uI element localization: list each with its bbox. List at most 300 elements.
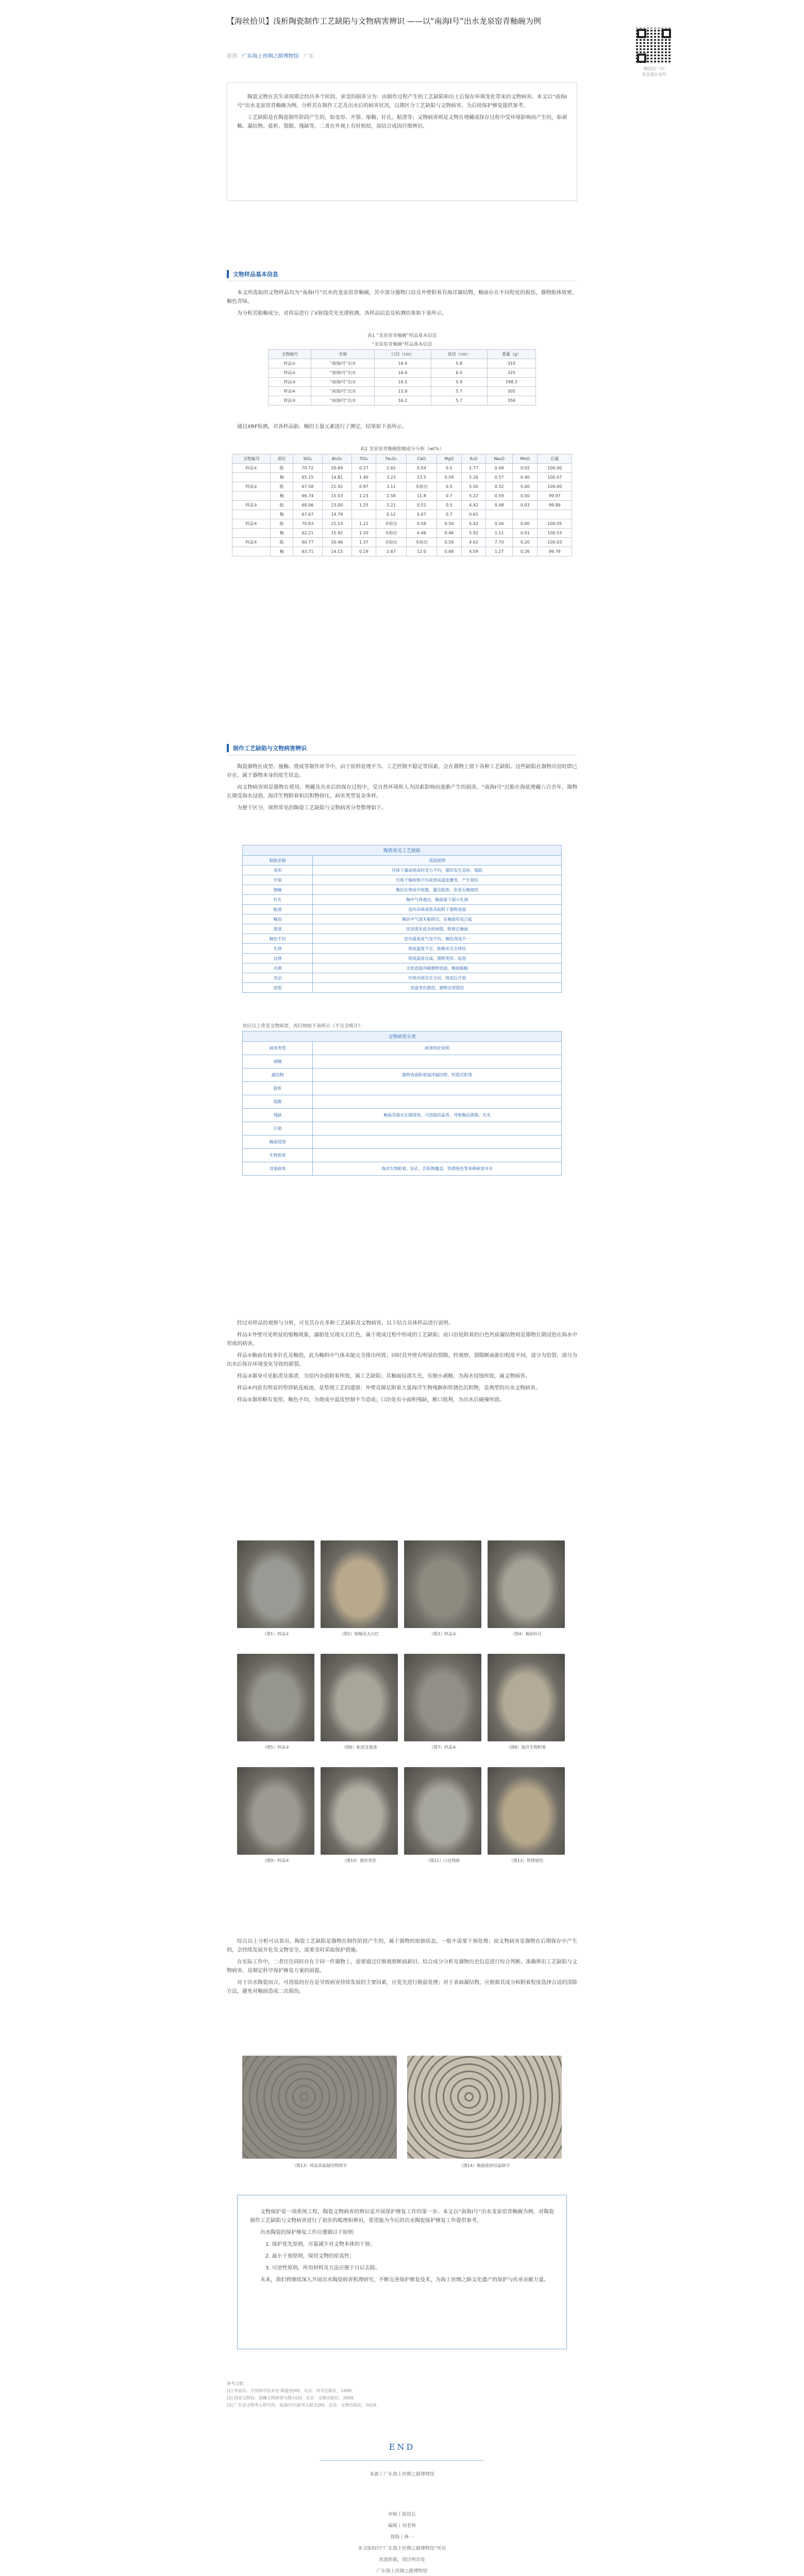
table2-cell: 4.59 bbox=[461, 547, 485, 556]
table-row bbox=[232, 501, 572, 510]
table2-cell: 0.48 bbox=[486, 464, 513, 473]
table-row bbox=[243, 1122, 562, 1136]
photo-caption: （图8）海洋生物附着 bbox=[506, 1745, 546, 1750]
artifact-photo bbox=[404, 1654, 481, 1741]
end-logo: END bbox=[389, 2442, 415, 2452]
table2-cell: 3.23 bbox=[376, 473, 406, 482]
table2-cell: 100.00 bbox=[538, 464, 572, 473]
table2-cell: 0.02 bbox=[513, 464, 538, 473]
table1-cell: “南海Ⅰ号”出水 bbox=[311, 396, 375, 405]
table4-cell: 残缺 bbox=[243, 1109, 313, 1122]
table2-cell: 3.21 bbox=[376, 501, 406, 510]
table2-cell: 样品① bbox=[232, 464, 271, 473]
table2-cell: 样品② bbox=[232, 482, 271, 492]
table1-cell: 样品② bbox=[269, 368, 311, 378]
table4-cell bbox=[313, 1055, 562, 1069]
table4-cell: 器物表面附着海洋凝结物、钙质沉积等 bbox=[313, 1069, 562, 1082]
section-heading bbox=[227, 742, 577, 755]
table2-cell: 2.58 bbox=[376, 492, 406, 501]
photo-caption: （图11）口沿残缺 bbox=[425, 1858, 460, 1863]
table2-cell: 0.54 bbox=[406, 464, 437, 473]
table2-cell: 15.53 bbox=[322, 492, 351, 501]
table-row bbox=[243, 1082, 562, 1095]
table4-cell: 污染 bbox=[243, 1122, 313, 1136]
table-row bbox=[243, 875, 562, 885]
section3-paragraph: 样品②釉面有较多针孔及釉泡，此为釉料中气体未能完全排出所致；同时其外壁有明显的裂隙，经观察，裂隙断面新旧程度不同，部分为窑裂，部分为出水后保存环境变化导致的新裂。 bbox=[227, 1353, 577, 1367]
table1-cell: 16.5 bbox=[375, 378, 431, 387]
table2-cell: 未检出 bbox=[406, 538, 437, 547]
table3-cell: 生烧 bbox=[243, 944, 313, 954]
table-row bbox=[243, 983, 562, 993]
table2-cell: 未检出 bbox=[406, 482, 437, 492]
table3-cell: 釉中气体逸出，釉面留下细小孔洞 bbox=[313, 895, 562, 905]
table4-cell: 凝结物 bbox=[243, 1069, 313, 1082]
table-row bbox=[243, 1162, 562, 1176]
table2-cell: 1.23 bbox=[351, 492, 376, 501]
table3-cell: 坯体干燥收缩不均或烧成温度骤变，产生裂纹 bbox=[313, 875, 562, 885]
table2-cell: 67.58 bbox=[293, 482, 322, 492]
table2-cell: 68.06 bbox=[293, 501, 322, 510]
table-row bbox=[243, 963, 562, 973]
section3-paragraph: 样品④内底有明显的垫饼粘连痕迹，是垫烧工艺的遗留；外壁及圈足附着大量海洋生物残骸和铁锈色沉积物，是典型的出水文物病害。 bbox=[237, 1385, 541, 1391]
table2-cell: 0.57 bbox=[486, 473, 513, 482]
table1-wrap bbox=[268, 330, 536, 405]
table2-cell: 4.62 bbox=[461, 538, 485, 547]
table1-header-cell: 口径（cm） bbox=[375, 350, 431, 359]
table2-cell: 5.92 bbox=[461, 529, 485, 538]
table2-cell: 66.74 bbox=[293, 492, 322, 501]
summary-paragraph: 1. 保护优先原则，尽量减少对文物本体的干预； bbox=[265, 2242, 375, 2247]
credit-line: 广东海上丝绸之路博物馆 bbox=[376, 2569, 428, 2574]
table-row bbox=[243, 905, 562, 914]
table1-caption: 表1 “龙泉窑青釉碗”样品基本信息 bbox=[367, 333, 437, 338]
table4-cell bbox=[313, 1149, 562, 1162]
table2-cell: 21.53 bbox=[322, 519, 351, 529]
table2-cell: 釉 bbox=[271, 492, 293, 501]
table-row bbox=[232, 529, 572, 538]
table2-header-cell: MgO bbox=[437, 454, 461, 464]
table2-cell: 1.37 bbox=[351, 538, 376, 547]
photo-caption: （图3）样品② bbox=[429, 1632, 457, 1636]
section3-body bbox=[227, 1319, 577, 1408]
table2-cell: 100.53 bbox=[538, 529, 572, 538]
table-row bbox=[232, 547, 572, 556]
table4-cell bbox=[313, 1095, 562, 1109]
table2-cell: 胎 bbox=[271, 538, 293, 547]
article-meta bbox=[227, 52, 314, 59]
photo-caption: （图14）釉面盐析结晶细节 bbox=[459, 2163, 510, 2168]
table2-header-cell: Na₂O bbox=[486, 454, 513, 464]
table2-cell: 1.20 bbox=[351, 529, 376, 538]
table2-cell: 14.79 bbox=[322, 510, 351, 519]
intro-paragraph: 工艺缺陷是在陶瓷制作阶段产生的，如变形、开裂、缩釉、针孔、粘渣等；文物病害则是文物在埋藏或保存过程中受环境影响而产生的，如剥釉、凝结物、盐析、裂隙、残缺等。二者在外观上有时相似，需结合成因仔细辨识。 bbox=[237, 115, 567, 129]
table-row bbox=[269, 359, 536, 368]
table1-cell: 298.3 bbox=[487, 378, 535, 387]
table1 bbox=[268, 349, 536, 405]
table2-cell: 0.19 bbox=[351, 547, 376, 556]
table2-cell: 0.51 bbox=[406, 501, 437, 510]
table4-cell: 生物损害 bbox=[243, 1149, 313, 1162]
section1-paragraph: 本文所选取的文物样品均为“南海Ⅰ号”出水的龙泉窑青釉碗，其中部分器物口沿及外壁附着有海洋凝结物，釉面存在不同程度的损伤，器物胎体致密，釉色青绿。 bbox=[227, 290, 577, 304]
artifact-photo bbox=[321, 1654, 398, 1741]
table2-cell: 21.92 bbox=[322, 482, 351, 492]
table3-cell: 窑温变化剧烈，器物出现裂纹 bbox=[313, 983, 562, 993]
table3-cell: 夹层 bbox=[243, 973, 313, 983]
table4-cell: 裂隙 bbox=[243, 1095, 313, 1109]
artifact-photo bbox=[404, 1540, 481, 1628]
table4-cell: 病害类型 bbox=[243, 1042, 313, 1055]
table1-cell: 5.9 bbox=[431, 378, 487, 387]
article-title: 【海丝拾贝】浅析陶瓷制作工艺缺陷与文物病害辨识 ——以“南海Ⅰ号”出水龙泉窑青釉碗为例 bbox=[227, 16, 541, 26]
artifact-photo bbox=[488, 1654, 565, 1741]
table2-cell: 13.5 bbox=[406, 473, 437, 482]
table-row bbox=[269, 368, 536, 378]
artifact-photo bbox=[404, 1767, 481, 1855]
table2-cell: 4.42 bbox=[461, 501, 485, 510]
table3-cell: 成因说明 bbox=[313, 856, 562, 866]
table2-cell: 胎 bbox=[271, 464, 293, 473]
table2-cell: 0.20 bbox=[513, 538, 538, 547]
table2-caption: 表2 龙泉窑青釉碗胎釉成分分析（wt%） bbox=[360, 447, 444, 452]
section1-paragraph: 为分析其胎釉成分，对样品进行了X射线荧光光谱检测，各样品信息及检测结果如下表所示。 bbox=[237, 311, 447, 316]
artifact-photo bbox=[488, 1540, 565, 1628]
section3-paragraph: 样品①外壁可见明显的缩釉现象，露胎处呈现火石红色，属于烧成过程中形成的工艺缺陷；而口沿处附着的白色钙质凝结物则是器物长期浸泡在海水中形成的病害。 bbox=[227, 1332, 577, 1347]
section-bar bbox=[227, 744, 229, 752]
table1-cell: 样品④ bbox=[269, 387, 311, 396]
photo-caption: （图2）缩釉及火石红 bbox=[339, 1632, 379, 1636]
table-row bbox=[243, 934, 562, 944]
table2-cell: 0.59 bbox=[437, 473, 461, 482]
photo-caption: （图9）样品⑤ bbox=[262, 1858, 290, 1863]
table2-header-cell: Al₂O₃ bbox=[322, 454, 351, 464]
summary-paragraph: 出水陶瓷的保护修复工作应遵循以下原则： bbox=[260, 2230, 358, 2235]
table3-cell: 窑内温度或气氛不均，釉色深浅不一 bbox=[313, 934, 562, 944]
artifact-photo bbox=[321, 1767, 398, 1855]
table2-cell: 釉 bbox=[271, 473, 293, 482]
table2-cell: 0.01 bbox=[513, 529, 538, 538]
table3 bbox=[242, 845, 562, 993]
section3-paragraph: 样品⑤器形略有变形，釉色不均，为烧成中温度控制不当造成；口沿处有小面积残缺，断口锐利，为出水后碰撞所致。 bbox=[237, 1397, 505, 1403]
table3-cell: 釉层中气泡未能排出，在釉面形成凸起 bbox=[313, 914, 562, 924]
table3-cell: 烧成温度不足，胎釉未完全烧结 bbox=[313, 944, 562, 954]
table-row bbox=[243, 954, 562, 963]
table4-header: 文物病害分类 bbox=[243, 1031, 562, 1042]
meta-extra: 广东 bbox=[304, 54, 314, 59]
table2-cell: 1.25 bbox=[351, 501, 376, 510]
table2-cell bbox=[538, 510, 572, 519]
qr-code-top[interactable] bbox=[635, 28, 673, 77]
table2-cell: 0.50 bbox=[513, 492, 538, 501]
intro bbox=[227, 93, 577, 134]
table-row bbox=[232, 519, 572, 529]
section2-body bbox=[227, 762, 577, 816]
qr-code-icon bbox=[636, 28, 672, 64]
table-row bbox=[269, 387, 536, 396]
table-row bbox=[243, 944, 562, 954]
section2-paragraph: 为便于区分，现将常见的陶瓷工艺缺陷与文物病害分类整理如下。 bbox=[237, 805, 387, 811]
references bbox=[227, 2380, 577, 2409]
table2-cell: 63.71 bbox=[293, 547, 322, 556]
table2-cell: 胎 bbox=[271, 501, 293, 510]
footer-credits bbox=[227, 2509, 577, 2576]
credit-line: 排版丨林一 bbox=[390, 2535, 414, 2540]
table1-cell: 5.7 bbox=[431, 396, 487, 405]
table2-cell: 0.52 bbox=[486, 482, 513, 492]
photo-caption: （图1）样品① bbox=[262, 1632, 290, 1636]
meta-source: 原创 bbox=[227, 54, 237, 59]
table2-cell bbox=[232, 529, 271, 538]
table2-cell: 0.5 bbox=[437, 482, 461, 492]
table2-cell: 1.21 bbox=[351, 519, 376, 529]
artifact-photo bbox=[488, 1767, 565, 1855]
table2-cell: 5.50 bbox=[461, 482, 485, 492]
artifact-photo bbox=[237, 1540, 314, 1628]
table4-wrap bbox=[242, 1020, 562, 1176]
table2-header-cell: 部位 bbox=[271, 454, 293, 464]
table2-cell: 0.7 bbox=[437, 492, 461, 501]
table2-cell: 未检出 bbox=[376, 519, 406, 529]
table2-cell: 12.0 bbox=[406, 547, 437, 556]
table2-cell: 14.81 bbox=[322, 473, 351, 482]
table1-cell: 5.8 bbox=[431, 359, 487, 368]
table3-cell: 落渣 bbox=[243, 924, 313, 934]
table3-cell: 坯体内部存在分层，烧成后开裂 bbox=[313, 973, 562, 983]
table-row bbox=[243, 1095, 562, 1109]
section2-paragraph: 而文物病害则是器物在使用、埋藏及出水后的保存过程中，受自然环境和人为因素影响而逐渐产生的损害。“南海Ⅰ号”沉船在海底埋藏八百余年，器物长期受海水浸泡、海洋生物附着和沉积物挤压，病害类型复杂多样。 bbox=[227, 785, 577, 799]
table2-cell bbox=[232, 492, 271, 501]
table2-header-cell: K₂O bbox=[461, 454, 485, 464]
credit-line: 本文版权归“广东海上丝绸之路博物馆”所有 bbox=[358, 2546, 446, 2551]
summary-paragraph: 文物保护是一项系统工程，陶瓷文物病害的辨识是开展保护修复工作的第一步。本文以“南海Ⅰ号”出水龙泉窑青釉碗为例，对陶瓷制作工艺缺陷与文物病害进行了初步的梳理和辨识，希望能为今后的出水陶瓷保护修复工作提供参考。 bbox=[250, 2209, 554, 2224]
table2-cell: 23.00 bbox=[322, 501, 351, 510]
summary-paragraph: 未来，我们将继续深入开展出水陶瓷病害机理研究，不断完善保护修复技术，为海上丝绸之路文化遗产的保护与传承贡献力量。 bbox=[260, 2277, 549, 2283]
table2-cell: 100.05 bbox=[538, 519, 572, 529]
photo-caption: （图4）釉面针孔 bbox=[510, 1632, 542, 1636]
table2-cell: 15.92 bbox=[322, 529, 351, 538]
table2-cell: 0.59 bbox=[437, 538, 461, 547]
footer-slogan: 来源丨广东海上丝绸之路博物馆 bbox=[369, 2472, 434, 2477]
table2-cell: 釉 bbox=[271, 529, 293, 538]
photo-caption: （图6）粘渣及落渣 bbox=[341, 1745, 377, 1750]
detail-photo bbox=[242, 2056, 397, 2159]
table3-cell: 针孔 bbox=[243, 895, 313, 905]
reference-item: [2] 国家文物局．馆藏文物病害与图示[S]．北京：文物出版社，2008． bbox=[227, 2396, 358, 2400]
photo-caption: （图10）器形变形 bbox=[342, 1858, 377, 1863]
summary-paragraph: 3. 可逆性原则，所用材料及方法应便于日后去除。 bbox=[265, 2265, 380, 2271]
table1-cell: 305 bbox=[487, 387, 535, 396]
table2-cell: 20.69 bbox=[322, 464, 351, 473]
table2-cell: 0.00 bbox=[513, 482, 538, 492]
table1-cell: 6.0 bbox=[431, 368, 487, 378]
section3-paragraph: 样品③器身可见粘渣及落渣，为窑内杂质附着所致，属工艺缺陷；其釉面局部失光，有细小剥釉，为海水侵蚀所致，属文物病害。 bbox=[237, 1374, 530, 1379]
credit-line: 欢迎转载，请注明出处 bbox=[378, 2557, 425, 2563]
table1-header-cell: 重量（g） bbox=[487, 350, 535, 359]
section4-paragraph: 在实际工作中，二者往往同时存在于同一件器物上，需要通过仔细观察断面新旧、结合成分分析及器物历史信息进行综合判断。准确辨识工艺缺陷与文物病害，是制定科学保护修复方案的前提。 bbox=[227, 1959, 577, 1974]
table2-cell: 100.00 bbox=[538, 482, 572, 492]
reference-item: [3] 广东省文物考古研究所．南海Ⅰ号沉船考古报告[M]．北京：文物出版社，2018． bbox=[227, 2403, 380, 2408]
table2-cell: 0.48 bbox=[486, 501, 513, 510]
artifact-photo bbox=[321, 1540, 398, 1628]
credit-line: 审核丨陈馆长 bbox=[388, 2512, 416, 2517]
table2-cell: 99.78 bbox=[538, 547, 572, 556]
table2-header-cell: Fe₂O₃ bbox=[376, 454, 406, 464]
section3-paragraph: 经过对样品的观察与分析，可见其存在多种工艺缺陷及文物病害。以下结合具体样品进行说明。 bbox=[237, 1320, 454, 1326]
table1-cell: 310 bbox=[487, 359, 535, 368]
table2-cell: 1.27 bbox=[486, 547, 513, 556]
table1-cell: 样品① bbox=[269, 359, 311, 368]
table2-cell: 0.46 bbox=[406, 529, 437, 538]
table2 bbox=[232, 454, 572, 556]
table4 bbox=[242, 1031, 562, 1176]
photo-caption: （图12）铁锈染色 bbox=[509, 1858, 544, 1863]
table2-cell: 70.72 bbox=[293, 464, 322, 473]
table4-cell: 海洋生物附着、钻孔、沉积物覆盖、铁锈染色等多种病害并存 bbox=[313, 1162, 562, 1176]
table1-cell: 5.7 bbox=[431, 387, 487, 396]
table-row bbox=[232, 473, 572, 482]
table3-cell: 坯体干燥或烧成时受力不均，器形发生歪斜、塌陷 bbox=[313, 866, 562, 875]
table3-cell: 火刺 bbox=[243, 963, 313, 973]
table2-cell: 67.67 bbox=[293, 510, 322, 519]
table2-header-cell: MnO bbox=[513, 454, 538, 464]
table2-cell: 0.61 bbox=[461, 510, 485, 519]
intro-paragraph: 陶瓷文物在其生命周期会经历多个阶段，承受的损害分为：由制作过程产生的工艺缺陷和出土后保存环境变化带来的文物病害。本文以“南海Ⅰ号”出水龙泉窑青釉碗为例，分析其在制作工艺及出水后的病害状况，以期区分工艺缺陷与文物病害，为后续保护修复提供参考。 bbox=[237, 94, 567, 109]
table1-cell: 样品③ bbox=[269, 378, 311, 387]
table1-header-cell: 名称 bbox=[311, 350, 375, 359]
table2-cell: 100.07 bbox=[538, 473, 572, 482]
credit-line: 编辑丨刘老师 bbox=[388, 2523, 416, 2529]
table2-cell: 0.03 bbox=[513, 501, 538, 510]
table3-cell: 火焰直接冲刷器物表面，釉面粗糙 bbox=[313, 963, 562, 973]
table2-cell: 65.15 bbox=[293, 473, 322, 482]
table2-cell: 99.89 bbox=[538, 501, 572, 510]
table2-cell: 20.46 bbox=[322, 538, 351, 547]
table3-cell: 开裂 bbox=[243, 875, 313, 885]
table2-cell bbox=[513, 510, 538, 519]
table2-cell: 0.7 bbox=[437, 510, 461, 519]
table1-header-cell: 文物编号 bbox=[269, 350, 311, 359]
table3-cell: 釉色不均 bbox=[243, 934, 313, 944]
table2-cell bbox=[232, 547, 271, 556]
table2-header-cell: 文物编号 bbox=[232, 454, 271, 464]
table3-wrap bbox=[242, 845, 562, 993]
table2-cell: 未检出 bbox=[376, 529, 406, 538]
table2-cell: 1.40 bbox=[351, 473, 376, 482]
table2-cell: 62.21 bbox=[293, 529, 322, 538]
section1-paragraph: 通过XRF检测，对各样品胎、釉的主量元素进行了测定，结果如下表所示。 bbox=[237, 424, 407, 430]
table-row bbox=[232, 538, 572, 547]
table1-cell: “南海Ⅰ号”出水 bbox=[311, 368, 375, 378]
table2-cell: 胎 bbox=[271, 519, 293, 529]
table2-cell: 0.46 bbox=[437, 529, 461, 538]
detail-photo bbox=[407, 2056, 562, 2159]
table2-cell: 0.12 bbox=[376, 510, 406, 519]
table2-cell: 2.62 bbox=[376, 464, 406, 473]
table2-cell: 0.26 bbox=[513, 547, 538, 556]
table2-cell: 3.11 bbox=[376, 482, 406, 492]
photo-caption: （图7）样品④ bbox=[429, 1745, 457, 1750]
table1-cell: “南海Ⅰ号”出水 bbox=[311, 378, 375, 387]
table3-cell: 缺陷名称 bbox=[243, 856, 313, 866]
table-row bbox=[232, 510, 572, 519]
table-row bbox=[243, 1149, 562, 1162]
table4-cell: 釉面受海水长期侵蚀、可溶盐结晶等，导致釉层剥落、失光 bbox=[313, 1109, 562, 1122]
table2-cell: 2.67 bbox=[376, 547, 406, 556]
table2-cell: 样品④ bbox=[232, 519, 271, 529]
table2-header-cell: CaO bbox=[406, 454, 437, 464]
meta-account-link[interactable]: 广东海上丝绸之路博物馆 bbox=[242, 54, 299, 59]
end-divider bbox=[320, 2460, 484, 2461]
table1-cell: “南海Ⅰ号”出水 bbox=[311, 387, 375, 396]
table2-cell bbox=[232, 510, 271, 519]
table4-cell bbox=[313, 1122, 562, 1136]
artifact-photo bbox=[237, 1767, 314, 1855]
table2-cell: 100.03 bbox=[538, 538, 572, 547]
table3-cell: 窑内杂质或垫具粘附于器物表面 bbox=[313, 905, 562, 914]
table2-cell: 5.22 bbox=[461, 492, 485, 501]
table3-cell: 釉层在烧成中收缩，露出胎体，形成无釉斑块 bbox=[313, 885, 562, 895]
table-row bbox=[243, 856, 562, 866]
table2-cell: 70.63 bbox=[293, 519, 322, 529]
section4-paragraph: 综合以上分析可以看出，陶瓷工艺缺陷是器物在制作阶段产生的，属于器物的原始状态，一般不需要干预处理；而文物病害是器物在后期保存中产生的，会持续发展并危及文物安全，需要及时采取保护措施。 bbox=[227, 1939, 577, 1953]
table2-cell: 0.58 bbox=[406, 519, 437, 529]
table3-cell: 釉泡 bbox=[243, 914, 313, 924]
table1-cell: 16.0 bbox=[375, 368, 431, 378]
table3-cell: 窑裂 bbox=[243, 983, 313, 993]
section1-body bbox=[227, 289, 577, 321]
table2-wrap bbox=[232, 443, 572, 556]
table-row bbox=[243, 866, 562, 875]
table2-header-cell: 总量 bbox=[538, 454, 572, 464]
table2-cell: 2.77 bbox=[461, 464, 485, 473]
table3-cell: 缩釉 bbox=[243, 885, 313, 895]
table2-cell: 0.97 bbox=[351, 482, 376, 492]
table-row bbox=[232, 492, 572, 501]
table-row bbox=[243, 1042, 562, 1055]
table1-cell: 15.8 bbox=[375, 387, 431, 396]
table-row bbox=[243, 1069, 562, 1082]
table3-cell: 变形 bbox=[243, 866, 313, 875]
section2-paragraph: 陶瓷器物在成型、施釉、烧成等制作环节中，由于原料处理不当、工艺控制不稳定等因素，会在器物上留下各种工艺缺陷。这些缺陷在器物出窑时即已存在，属于器物本身的原生状态。 bbox=[227, 764, 577, 778]
table-row bbox=[243, 895, 562, 905]
table2-cell: 胎 bbox=[271, 482, 293, 492]
table2-cell: 99.97 bbox=[538, 492, 572, 501]
section-bar bbox=[227, 270, 229, 278]
photo-caption: （图13）样品表面凝结物细节 bbox=[292, 2163, 347, 2168]
table2-cell: 0.00 bbox=[513, 519, 538, 529]
table2-cell: 0.50 bbox=[437, 519, 461, 529]
table4-cell: 釉面侵蚀 bbox=[243, 1136, 313, 1149]
section4-paragraph: 对于出水陶瓷而言，可溶盐的存在是导致病害持续发展的主要因素，应优先进行脱盐处理；对于表面凝结物，应根据其成分和附着程度选择合适的清除方法，避免对釉面造成二次损伤。 bbox=[227, 1980, 577, 1994]
table1-cell: 样品⑤ bbox=[269, 396, 311, 405]
table1-cell: 16.4 bbox=[375, 359, 431, 368]
section-heading-text: 文物样品基本信息 bbox=[233, 271, 278, 278]
table2-cell: 5.42 bbox=[461, 519, 485, 529]
table3-cell: 烧成温度过高，器物变形、起泡 bbox=[313, 954, 562, 963]
table2-cell: 0.68 bbox=[437, 547, 461, 556]
table4-cell bbox=[313, 1082, 562, 1095]
table-row bbox=[269, 378, 536, 387]
table2-cell: 样品⑤ bbox=[232, 538, 271, 547]
section4-body bbox=[227, 1937, 577, 1999]
table2-cell: 5.26 bbox=[461, 473, 485, 482]
table2-header-cell: SiO₂ bbox=[293, 454, 322, 464]
table1-header-cell: 底径（cm） bbox=[431, 350, 487, 359]
table2-cell bbox=[486, 510, 513, 519]
para-between bbox=[227, 422, 577, 434]
table3-cell: 粘渣 bbox=[243, 905, 313, 914]
reference-item: [1] 李家治．中国科学技术史·陶瓷卷[M]．北京：科学出版社，1998． bbox=[227, 2388, 356, 2393]
table1-cell: 16.2 bbox=[375, 396, 431, 405]
